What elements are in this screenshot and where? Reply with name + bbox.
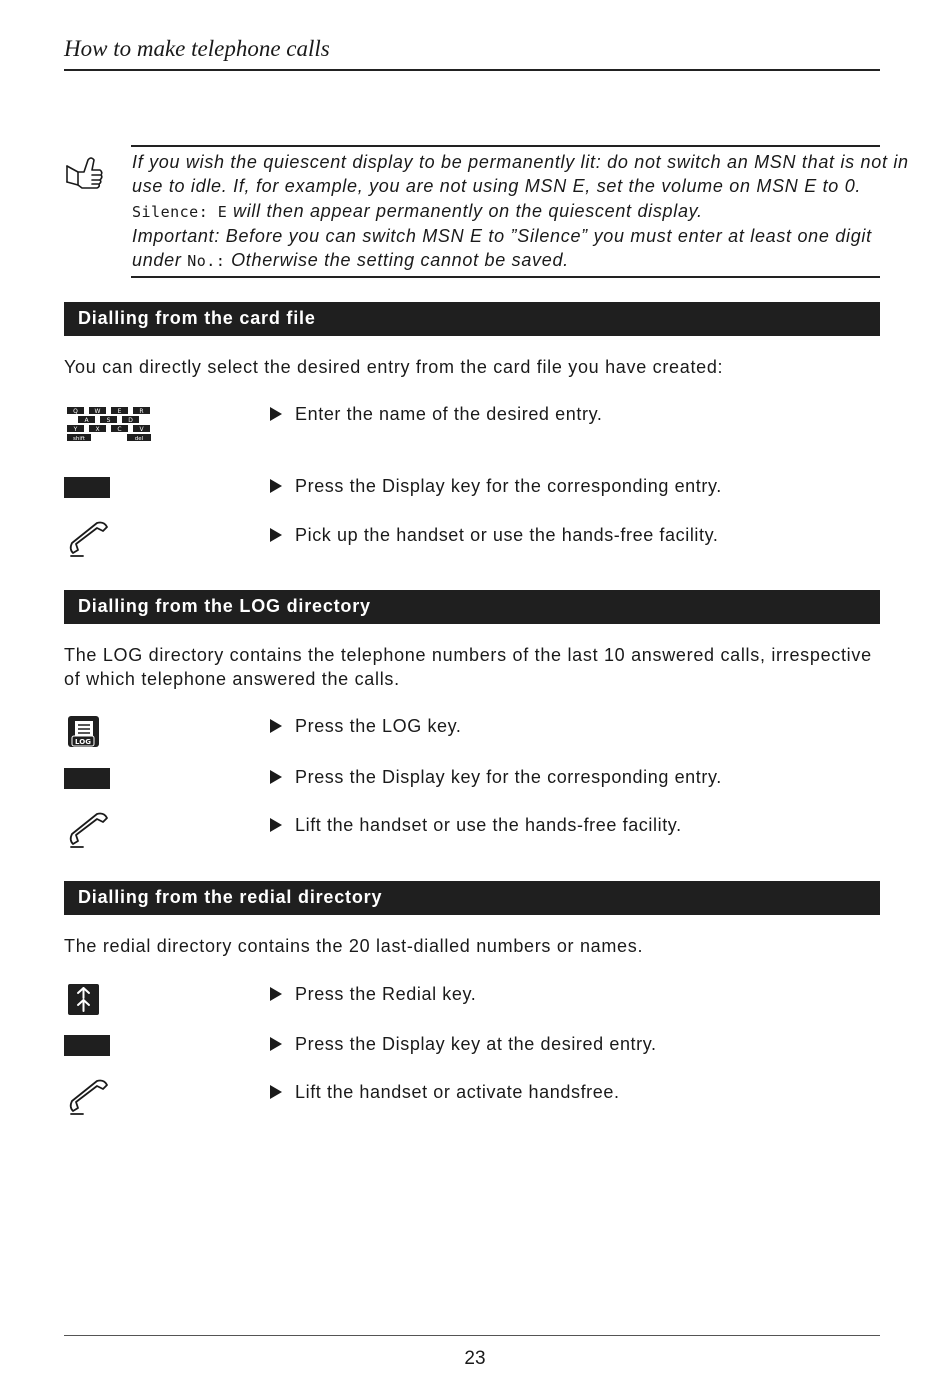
note-line-text: Otherwise the setting cannot be saved. — [225, 250, 569, 271]
display-key-icon — [64, 477, 110, 498]
instruction-step — [270, 525, 719, 546]
instruction-text: Press the Display key for the corresponding entry. — [295, 767, 722, 787]
instruction-step — [270, 815, 682, 836]
log-key-label: LOG — [75, 738, 91, 746]
keyboard-key-label: D — [128, 417, 133, 424]
log-key-icon — [67, 715, 101, 749]
display-code-no: No.: — [187, 252, 226, 271]
header-divider — [64, 69, 880, 71]
arrow-bullet-icon — [270, 479, 282, 493]
page-header-title: How to make telephone calls — [64, 36, 330, 61]
arrow-bullet-icon — [270, 818, 282, 832]
keyboard-key-label: X — [95, 426, 100, 433]
keyboard-key-label: A — [84, 417, 89, 424]
section-intro: The redial directory contains the 20 last-dialled numbers or names. — [64, 936, 644, 956]
arrow-bullet-icon — [270, 1037, 282, 1051]
instruction-step — [270, 476, 722, 497]
instruction-text: Press the Redial key. — [295, 984, 477, 1004]
display-key-icon — [64, 768, 110, 789]
note-line-text: under — [132, 250, 188, 271]
keyboard-key-label: shift — [73, 436, 85, 442]
thumbs-up-hand-icon — [64, 154, 104, 196]
section-heading-text: Dialling from the LOG directory — [78, 596, 371, 616]
keyboard-key-label: Y — [73, 426, 78, 433]
keyboard-key-label: S — [106, 417, 111, 424]
section-heading-log-directory — [64, 590, 880, 624]
keyboard-key-label: E — [117, 408, 122, 415]
display-key-icon — [64, 1035, 110, 1056]
arrow-bullet-icon — [270, 987, 282, 1001]
note-text — [132, 150, 909, 273]
section-heading-redial-directory — [64, 881, 880, 915]
keyboard-key-label: W — [94, 408, 101, 415]
section-heading-text: Dialling from the redial directory — [78, 887, 383, 907]
note-line-text: will then appear permanently on the quiescent display. — [227, 200, 703, 221]
display-code-silence: Silence: E — [132, 202, 228, 221]
handset-icon — [67, 1077, 113, 1117]
arrow-bullet-icon — [270, 1085, 282, 1099]
instruction-text: Pick up the handset or use the hands-free facility. — [295, 525, 719, 545]
section-heading-text: Dialling from the card file — [78, 308, 316, 328]
instruction-text: Enter the name of the desired entry. — [295, 404, 603, 424]
keyboard-key-label: C — [117, 426, 122, 433]
instruction-text: Press the Display key for the corresponding entry. — [295, 476, 722, 496]
keyboard-key-label: R — [139, 408, 144, 415]
section-intro: The LOG directory contains the telephone numbers of the last 10 answered calls, irrespective of which telephone answered the calls. — [64, 645, 872, 689]
arrow-bullet-icon — [270, 719, 282, 733]
instruction-step — [270, 716, 462, 737]
keyboard-key-label: Q — [73, 408, 78, 415]
page-number: 23 — [464, 1348, 486, 1369]
instruction-text: Press the Display key at the desired entry. — [295, 1034, 657, 1054]
arrow-bullet-icon — [270, 528, 282, 542]
keyboard-icon — [65, 406, 155, 444]
note-line: use to idle. If, for example, you are not using MSN E, set the volume on MSN E to 0. — [132, 176, 862, 197]
handset-icon — [67, 810, 113, 850]
note-bottom-divider — [131, 276, 880, 278]
note-line — [132, 199, 882, 224]
redial-key-icon — [67, 983, 101, 1017]
footer-divider — [64, 1335, 880, 1336]
section-intro: You can directly select the desired entry from the card file you have created: — [64, 357, 724, 377]
handset-icon — [67, 519, 113, 559]
note-line: If you wish the quiescent display to be permanently lit: do not switch an MSN that is not in — [132, 152, 909, 172]
instruction-text: Lift the handset or use the hands-free facility. — [295, 815, 682, 835]
instruction-step — [270, 1034, 657, 1055]
instruction-step — [270, 767, 722, 788]
section-heading-card-file — [64, 302, 880, 336]
arrow-bullet-icon — [270, 770, 282, 784]
instruction-step — [270, 984, 476, 1005]
arrow-bullet-icon — [270, 407, 282, 421]
instruction-step — [270, 404, 602, 425]
instruction-step — [270, 1082, 620, 1103]
note-line: Important: Before you can switch MSN E to ”Silence” you must enter at least one digit — [132, 225, 872, 246]
keyboard-key-label: del — [134, 436, 144, 442]
note-top-divider — [131, 145, 880, 147]
instruction-text: Press the LOG key. — [295, 716, 462, 736]
keyboard-key-label: V — [139, 426, 144, 433]
note-line — [132, 248, 882, 273]
instruction-text: Lift the handset or activate handsfree. — [295, 1082, 620, 1102]
